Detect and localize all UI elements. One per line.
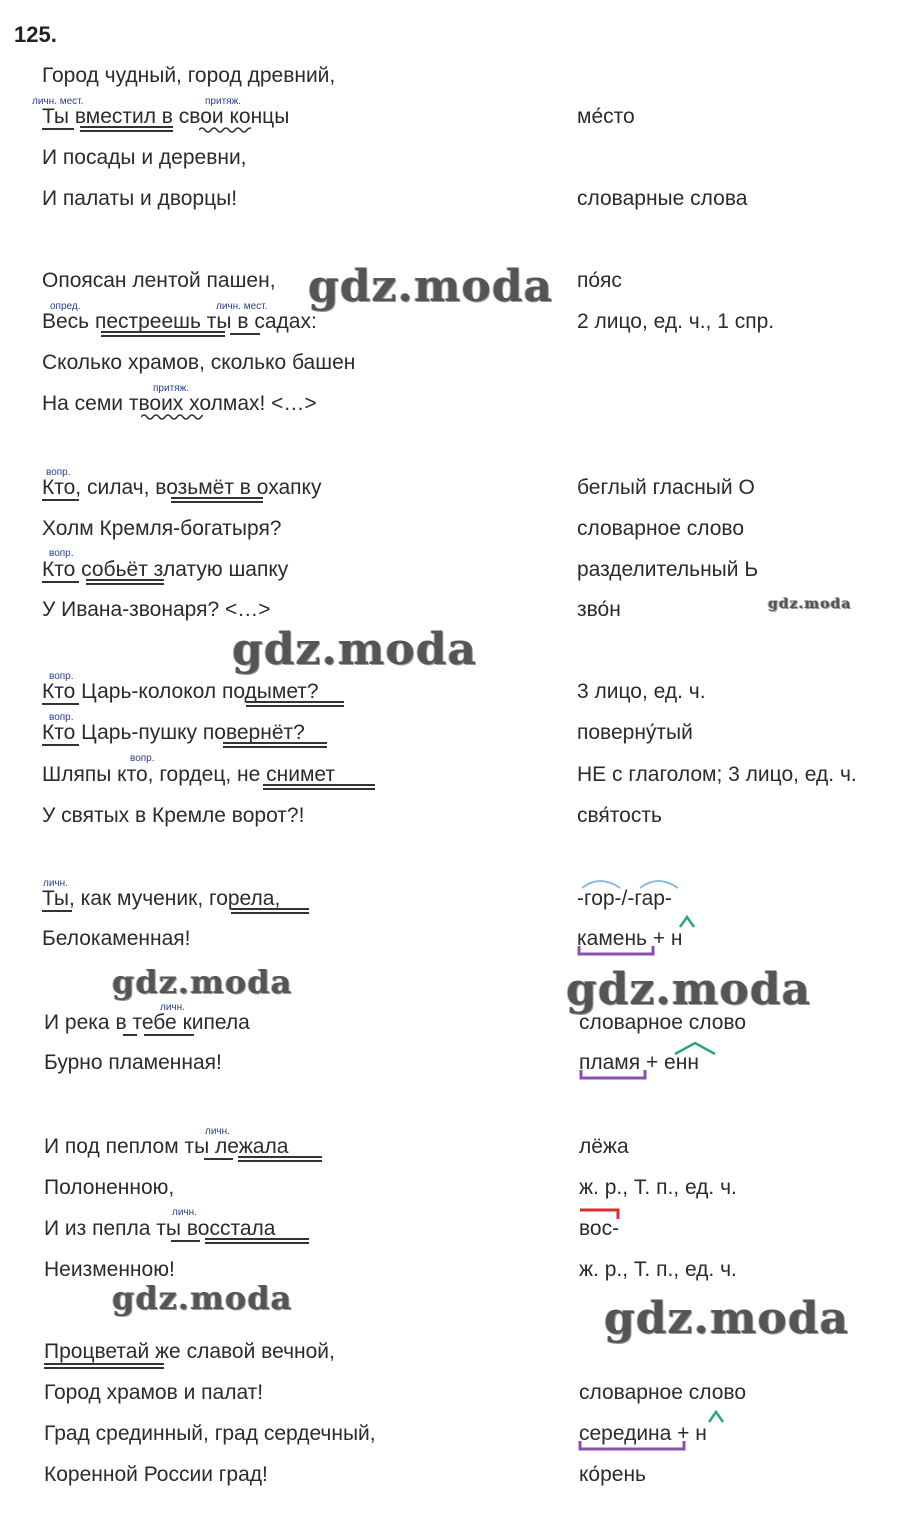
watermark: gdz.moda (308, 261, 554, 312)
margin-note: -гор-/-гар- (577, 887, 672, 910)
grammar-tag: вопр. (49, 548, 74, 559)
grammar-tag: личн. мест. (32, 96, 84, 107)
margin-note: словарное слово (579, 1011, 747, 1034)
watermark: gdz.moda (232, 624, 478, 675)
margin-note: ж. р., Т. п., ед. ч. (579, 1258, 737, 1281)
margin-note: 3 лицо, ед. ч. (577, 680, 706, 703)
poem-line: И река в тебе кипела (44, 1011, 250, 1034)
poem-line: Бурно пламенная! (44, 1051, 222, 1074)
poem-line: На семи твоих холмах! <…> (42, 392, 317, 415)
poem-line: У Ивана-звонаря? <…> (42, 598, 271, 621)
poem-line: Сколько храмов, сколько башен (42, 351, 356, 374)
watermark: gdz.moda (604, 1293, 850, 1344)
predicate-underline (246, 701, 344, 707)
grammar-tag: личн. мест. (216, 301, 268, 312)
root-arc-mark (578, 874, 688, 890)
object-underline (144, 1034, 194, 1036)
poem-line: Холм Кремля-богатыря? (42, 517, 282, 540)
poem-line: Кто Царь-пушку повернёт? (42, 721, 305, 744)
poem-line: Процветай же славой вечной, (44, 1340, 335, 1363)
predicate-underline (205, 1238, 309, 1244)
margin-note: словарное слово (579, 1381, 747, 1404)
margin-note: ж. р., Т. п., ед. ч. (579, 1176, 737, 1199)
margin-note: разделительный Ь (577, 558, 759, 581)
margin-note: НЕ с глаголом; 3 лицо, ед. ч. (577, 763, 857, 786)
poem-line: Кто, силач, возьмёт в охапку (42, 476, 322, 499)
poem-line: Коренной России град! (44, 1463, 268, 1486)
poem-line: И из пепла ты восстала (44, 1217, 276, 1240)
subject-underline (230, 333, 260, 335)
watermark: gdz.moda (566, 964, 812, 1015)
grammar-tag: вопр. (49, 671, 74, 682)
poem-line: Шляпы кто, гордец, не снимет (42, 763, 336, 786)
margin-note: зво́н (577, 598, 621, 621)
margin-note: словарные слова (577, 187, 748, 210)
exercise-number: 125. (14, 22, 57, 47)
margin-note: словарное слово (577, 517, 745, 540)
poem-line: Полоненною, (44, 1176, 175, 1199)
prefix-mark (578, 1207, 624, 1221)
margin-note: 2 лицо, ед. ч., 1 спр. (577, 310, 775, 333)
suffix-caret-mark (672, 1040, 718, 1056)
predicate-underline (263, 784, 375, 790)
poem-line: Кто Царь-колокол подымет? (42, 680, 319, 703)
grammar-tag: личн. (172, 1207, 197, 1218)
margin-note: середина + н (579, 1422, 707, 1445)
margin-note: свя́тость (577, 804, 662, 827)
grammar-tag: вопр. (130, 753, 155, 764)
margin-note: беглый гласный О (577, 476, 755, 499)
subject-underline (204, 1158, 233, 1160)
poem-line: И палаты и дворцы! (42, 187, 238, 210)
root-bracket-mark (577, 944, 657, 958)
poem-line: Град срединный, град сердечный, (44, 1422, 376, 1445)
margin-note: по́яс (577, 269, 622, 292)
margin-note: лёжа (579, 1135, 629, 1158)
subject-underline (42, 499, 79, 501)
poem-line: Неизменною! (44, 1258, 175, 1281)
margin-note: камень + н (577, 927, 683, 950)
poem-line: Кто собьёт златую шапку (42, 558, 289, 581)
predicate-underline (238, 1156, 322, 1162)
predicate-underline (231, 908, 309, 914)
margin-note: ко́рень (579, 1463, 646, 1486)
grammar-tag: личн. (205, 1126, 230, 1137)
watermark: gdz.moda (768, 596, 852, 612)
margin-note: пламя + енн (579, 1051, 699, 1074)
grammar-tag: опред. (50, 301, 81, 312)
poem-line: Город чудный, город древний, (42, 64, 336, 87)
poem-line: Белокаменная! (42, 927, 191, 950)
grammar-tag: притяж. (153, 383, 190, 394)
margin-note: поверну́тый (577, 721, 693, 744)
poem-line: У святых в Кремле ворот?! (42, 804, 305, 827)
predicate-underline (86, 579, 164, 585)
object-underline (123, 1034, 137, 1036)
predicate-underline (171, 497, 263, 503)
grammar-tag: вопр. (46, 467, 71, 478)
predicate-underline (223, 742, 327, 748)
subject-underline (171, 1240, 200, 1242)
margin-note: ме́сто (577, 105, 635, 128)
root-bracket-mark (579, 1068, 649, 1082)
root-bracket-mark (578, 1439, 688, 1453)
predicate-underline (80, 126, 173, 132)
subject-underline (42, 128, 74, 130)
poem-line: Опоясан лентой пашен, (42, 269, 276, 292)
subject-underline (42, 703, 79, 705)
watermark: gdz.moda (112, 1279, 293, 1317)
poem-line: Ты вместил в свои концы (42, 105, 290, 128)
grammar-tag: притяж. (205, 96, 242, 107)
grammar-tag: личн. (160, 1002, 185, 1013)
poem-line: Город храмов и палат! (44, 1381, 264, 1404)
poem-line: Ты, как мученик, горела, (42, 887, 281, 910)
watermark: gdz.moda (112, 963, 293, 1001)
grammar-tag: вопр. (49, 712, 74, 723)
subject-underline (42, 910, 72, 912)
grammar-tag: личн. (43, 878, 68, 889)
subject-underline (42, 744, 79, 746)
definition-wavy-underline (141, 413, 203, 421)
poem-line: И под пеплом ты лежала (44, 1135, 289, 1158)
poem-line: Весь пестреешь ты в садах: (42, 310, 317, 333)
suffix-caret-mark (706, 1409, 726, 1425)
predicate-underline (44, 1363, 164, 1369)
definition-wavy-underline (199, 126, 251, 134)
poem-line: И посады и деревни, (42, 146, 247, 169)
subject-underline (42, 581, 79, 583)
margin-note: вос- (579, 1217, 620, 1240)
suffix-caret-mark (677, 914, 697, 930)
predicate-underline (101, 331, 225, 337)
